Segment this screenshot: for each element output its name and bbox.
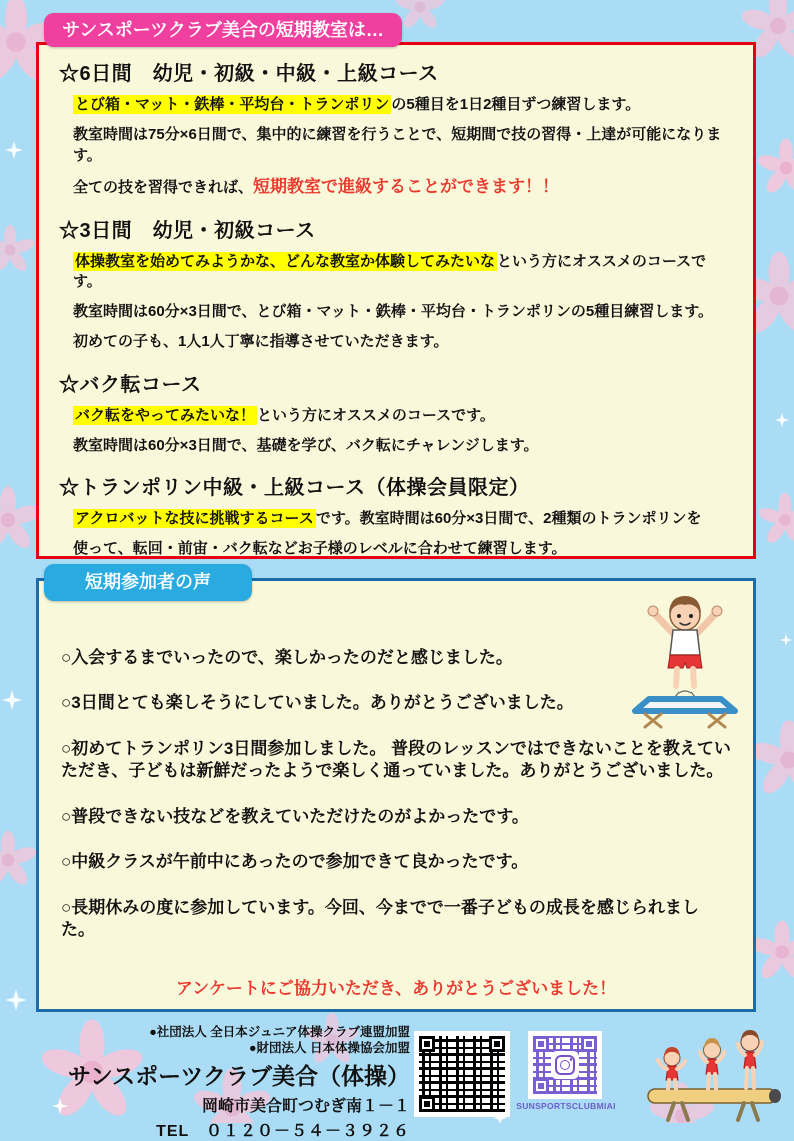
voices-panel	[36, 578, 756, 1012]
qr-finder	[489, 1036, 505, 1052]
club-phone: TEL ０１２０－５４－３９２６	[156, 1122, 410, 1140]
course-text: という方にオススメのコースです。	[73, 252, 707, 290]
course-trampoline-advanced	[59, 471, 733, 560]
testimonial: ○中級クラスが午前中にあったので参加できて良かったです。	[61, 852, 529, 872]
instagram-qr-code	[528, 1031, 602, 1099]
course-title: ☆トランポリン中級・上級コース（体操会員限定）	[59, 477, 530, 500]
course-text: という方にオススメのコースです。	[257, 406, 495, 424]
testimonial: ○初めてトランポリン3日間参加しました。 普段のレッスンではできないことを教えていただき、子どもは新鮮だったようで楽しく通っていました。ありがとうございました。	[61, 738, 731, 781]
testimonial: ○普段できない技などを教えていただけたのがよかったです。	[61, 806, 529, 826]
course-title: ☆バク転コース	[59, 373, 202, 396]
course-line: 初めての子も、1人1人丁寧に指導させていただきます。	[73, 333, 449, 351]
gymnasts-on-beam-illustration	[638, 1026, 788, 1122]
intro-banner: サンスポーツクラブ美合の短期教室は…	[44, 13, 402, 47]
highlight-text: とび箱・マット・鉄棒・平均台・トランポリン	[75, 96, 390, 113]
voices-banner: 短期参加者の声	[44, 564, 252, 601]
instagram-handle: SUNSPORTSCLUBMIAI	[516, 1101, 616, 1111]
qr-finder	[533, 1078, 549, 1094]
club-name: サンスポーツクラブ美合（体操）	[67, 1062, 410, 1089]
qr-finder	[581, 1036, 597, 1052]
highlight-text: アクロバットな技に挑戦するコース	[75, 510, 314, 528]
course-line	[59, 176, 733, 199]
testimonial: ○長期休みの度に参加しています。今回、今までで一番子どもの成長を感じられました。	[61, 897, 699, 940]
course-line	[59, 406, 733, 426]
qr-code	[414, 1031, 510, 1117]
affiliation-line: ●社団法人 全日本ジュニア体操クラブ連盟加盟	[149, 1025, 410, 1039]
testimonial: ○入会するまでいったので、楽しかったのだと感じました。	[61, 648, 513, 667]
course-text: です。教室時間は60分×3日間で、2種類のトランポリンを	[315, 510, 702, 528]
course-line: 使って、転回・前宙・バク転などお子様のレベルに合わせて練習します。	[73, 540, 567, 558]
affiliation-line: ●財団法人 日本体操協会加盟	[248, 1041, 410, 1056]
trampoline-boy-illustration	[625, 585, 745, 730]
qr-finder	[533, 1036, 549, 1052]
course-line	[59, 252, 733, 293]
highlight-text: 体操教室を始めてみようかな、どんな教室か体験してみたいな	[75, 252, 496, 270]
course-line	[59, 509, 733, 529]
course-text: 全ての技を習得できれば、	[73, 178, 254, 196]
qr-finder	[419, 1036, 435, 1052]
emphasis-text: 短期教室で進級することができます！！	[253, 176, 560, 196]
course-title: ☆6日間 幼児・初級・中級・上級コース	[59, 63, 439, 85]
course-backflip	[59, 368, 733, 457]
footer-contact-block	[50, 1024, 410, 1141]
intro-panel	[36, 42, 756, 559]
voices-closing-note: アンケートにご協力いただき、ありがとうございました！	[175, 978, 617, 998]
highlight-text: バク転をやってみたいな！	[75, 406, 256, 424]
course-3day	[59, 214, 733, 353]
course-line: 教室時間は75分×6日間で、集中的に練習を行うことで、短期間で技の習得・上達が可能になります。	[73, 126, 722, 164]
course-line: 教室時間は60分×3日間で、基礎を学び、バク転にチャレンジします。	[73, 436, 539, 454]
course-text: の5種目を1日2種目ずつ練習します。	[391, 96, 641, 113]
course-6day	[59, 57, 733, 199]
qr-finder	[419, 1096, 435, 1112]
club-address: 岡崎市美合町つむぎ南１－１	[201, 1097, 410, 1115]
course-title: ☆3日間 幼児・初級コース	[59, 219, 316, 242]
course-line	[59, 95, 733, 115]
testimonial: ○3日間とても楽しそうにしていました。ありがとうございました。	[61, 693, 574, 713]
course-line: 教室時間は60分×3日間で、とび箱・マット・鉄棒・平均台・トランポリンの5種目練習します。	[73, 303, 714, 321]
instagram-icon	[551, 1051, 579, 1079]
